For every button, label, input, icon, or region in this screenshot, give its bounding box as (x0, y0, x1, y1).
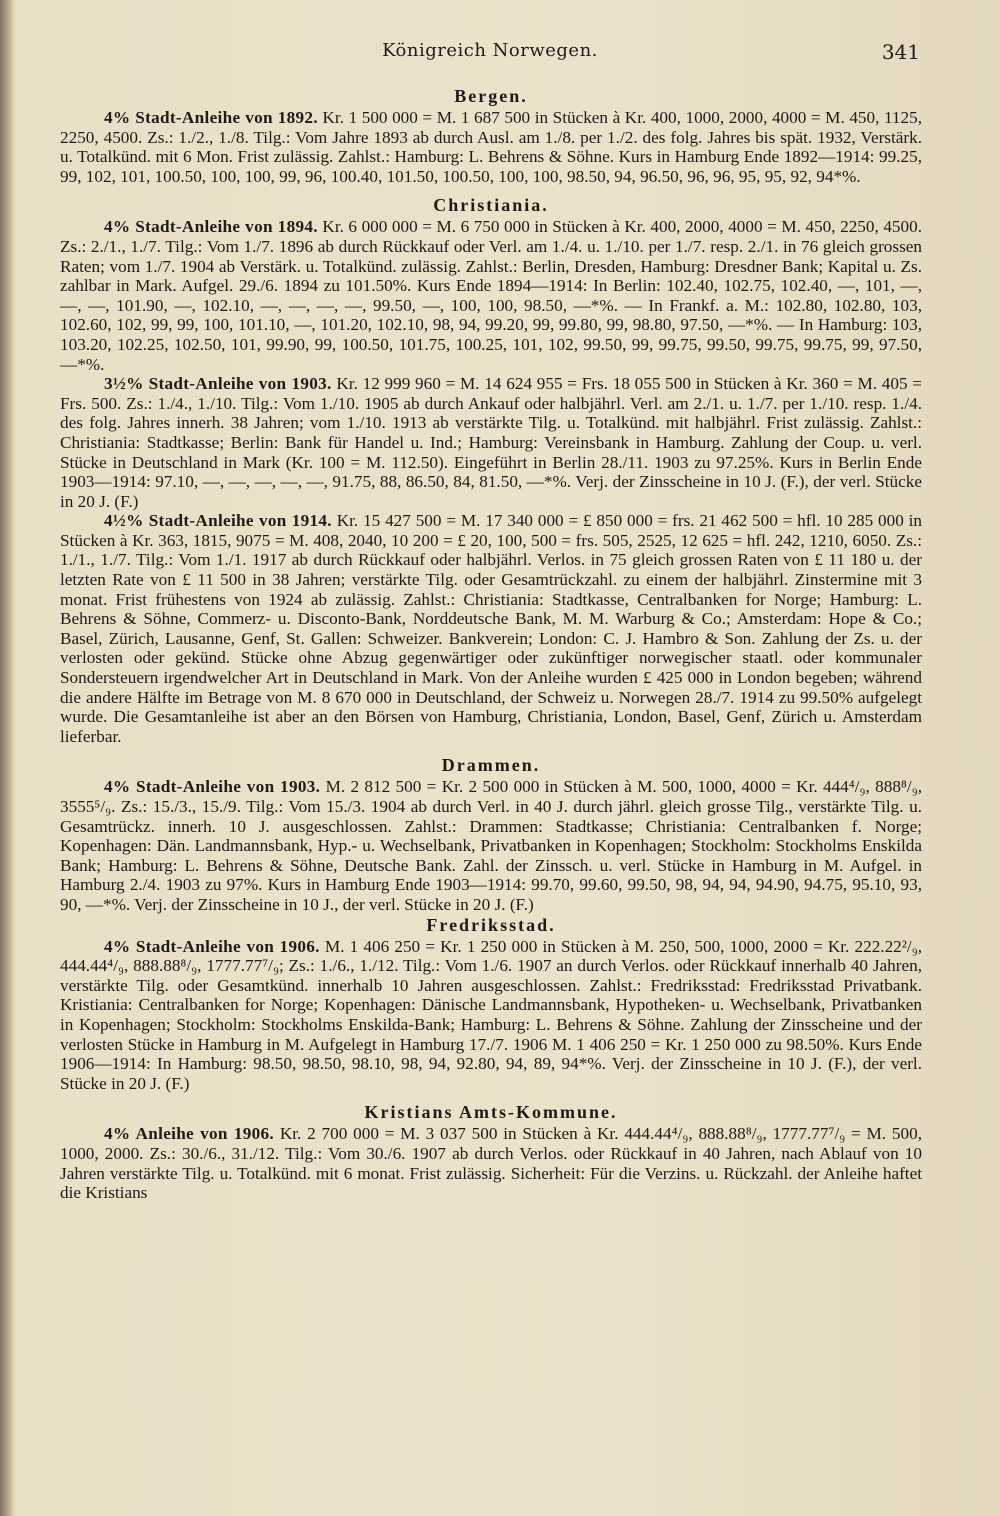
loan-description: Kr. 1 500 000 = M. 1 687 500 in Stücken à Kr. 400, 1000, 2000, 4000 = M. 450, 1125, 2250, 4500. Zs.: 1./2., 1./8. Tilg.: Vom Jahre 1893 ab durch Ausl. am 1./8. per 1./2. des folg. Jahres bis spät. 1932, Verstärk. u. Totalkünd. mit 6 Mon. Frist zulässig. Zahlst.: Hamburg: L. Behrens & Söhne. Kurs in Hamburg Ende 1892—1914: 99.25, 99, 102, 101, 100.50, 100, 100, 99, 96, 100.40, 101.50, 100.50, 100, 100, 98.50, 94, 96.50, 96, 96, 95, 95, 92, 94*%. (60, 108, 922, 186)
section-title-fredriksstad: Fredriksstad. (426, 914, 556, 935)
section-title-christiania: Christiania. (433, 195, 549, 216)
loan-title: 4½% Stadt-Anleihe von 1914. (104, 511, 332, 531)
loan-entry (60, 374, 922, 511)
loan-description: M. 1 406 250 = Kr. 1 250 000 in Stücken à M. 250, 500, 1000, 2000 = Kr. 222.22²/₉, 444.44⁴/₉, 888.88⁸/₉, 1777.77⁷/₉; Zs.: 1./6., 1./12. Tilg.: Vom 1./6. 1907 an durch Verlos. oder Rückkauf innerhalb 40 Jahren, verstärkte Tilg. oder Gesamtkünd. innerhalb 10 Jahren ausgeschlossen. Zahlst.: Fredriksstad: Fredriksstad Privatbank. Kristiania: Centralbanken for Norge; Kopenhagen: Dänische Landmannsbank, Hypotheken- u. Wechselbank, Privatbanken in Kopenhagen; Stockholm: Stockholms Enskilda-Bank; Hamburg: L. Behrens & Söhne. Zahlung der Zinsscheine und der verlosten Stücke in Hamburg in M. Aufgelegt in Hamburg 17./7. 1906 M. 1 406 250 = Kr. 1 250 000 zu 98.50%. Kurs Ende 1906—1914: In Hamburg: 98.50, 98.50, 98.10, 98, 94, 92.80, 94, 89, 94*%. Verj. der Zinsscheine in 10 J. (F.), der verl. Stücke in 20 J. (F.) (60, 936, 922, 1093)
page-number: 341 (881, 40, 920, 64)
loan-description: M. 2 812 500 = Kr. 2 500 000 in Stücken à M. 500, 1000, 4000 = Kr. 444⁴/₉, 888⁸/₉, 3555⁵/₉. Zs.: 15./3., 15./9. Tilg.: Vom 15./3. 1904 ab durch Verl. in 40 J. durch jährl. gleich grosse Tilg., verstärkte Tilg. u. Gesamtrückz. innerh. 10 J. ausgeschlossen. Zahlst.: Drammen: Stadtkasse; Christiania: Centralbanken f. Norge; Kopenhagen: Dän. Landmannsbank, Hyp.- u. Wechselbank, Privatbanken in Kopenhagen; Stockholm: Stockholms Enskilda Bank; Hamburg: L. Behrens & Söhne, Deutsche Bank. Zahl. der Zinssch. u. verl. Stücke in Hamburg in M. Aufgel. in Hamburg 2./4. 1903 zu 97%. Kurs in Hamburg Ende 1903—1914: 99.70, 99.60, 99.50, 98, 94, 94, 94.90, 94.75, 95.10, 93, 90, —*%. Verj. der Zinsscheine in 10 J., der verl. Stücke in 20 J. (F.) (60, 777, 922, 914)
loan-title: 3½% Stadt-Anleihe von 1903. (104, 374, 332, 394)
loan-entry (60, 511, 922, 746)
loan-entry (60, 1124, 922, 1202)
loan-title: 4% Stadt-Anleihe von 1892. (104, 108, 318, 127)
loan-entry (60, 217, 922, 374)
page-content (60, 86, 922, 1203)
loan-description: Kr. 12 999 960 = M. 14 624 955 = Frs. 18 055 500 in Stücken à Kr. 360 = M. 405 = Frs. 500. Zs.: 1./4., 1./10. Tilg.: Vom 1./10. 1905 ab durch Ankauf oder halbjährl. Verl. am 2./1. u. 1./7. per 1./10. resp. 1./4. des folg. Jahres innerh. 38 Jahren; vom 1./10. 1913 ab verstärkte Tilg. u. Totalkünd. mit halbjährl. Frist zulässig. Zahlst.: Christiania: Stadtkasse; Berlin: Bank für Handel u. Ind.; Hamburg: Vereinsbank in Hamburg. Zahlung der Coup. u. verl. Stücke in Deutschland in Mark (Kr. 100 = M. 112.50). Eingeführt in Berlin 28./11. 1903 zu 97.25%. Kurs in Berlin Ende 1903—1914: 97.10, —, —, —, —, —, 91.75, 88, 86.50, 84, 81.50, —*%. Verj. der Zinsscheine in 10 J. (F.), der verl. Stücke in 20 J. (F.) (60, 374, 923, 511)
loan-title: 4% Stadt-Anleihe von 1903. (104, 777, 321, 797)
loan-entry (60, 777, 922, 914)
section-title-bergen: Bergen. (454, 86, 528, 106)
loan-entry (60, 937, 922, 1094)
page-header (60, 40, 920, 68)
section-title-drammen: Drammen. (441, 755, 541, 776)
loan-entry (60, 108, 922, 186)
section-title-kristians-amts-kommune: Kristians Amts-Kommune. (364, 1102, 618, 1123)
page-binding-shadow (0, 0, 14, 1516)
running-head: Königreich Norwegen. (382, 40, 598, 61)
loan-title: 4% Stadt-Anleihe von 1894. (104, 217, 318, 237)
loan-title: 4% Anleihe von 1906. (104, 1124, 275, 1144)
loan-description: Kr. 2 700 000 = M. 3 037 500 in Stücken à Kr. 444.44⁴/₉, 888.88⁸/₉, 1777.77⁷/₉ = M. 500, 1000, 2000. Zs.: 30./6., 31./12. Tilg.: Vom 30./6. 1907 ab durch Verlos. oder Rückkauf in 40 Jahren, nach Ablauf von 10 Jahren verstärkte Tilg. u. Totalkünd. mit 6 monat. Frist zulässig. Sicherheit: Für die Verzins. u. Rückzahl. der Anleihe haftet die Kristians (60, 1124, 922, 1203)
loan-description: Kr. 15 427 500 = M. 17 340 000 = £ 850 000 = frs. 21 462 500 = hfl. 10 285 000 in Stücken à Kr. 363, 1815, 9075 = M. 408, 2040, 10 200 = £ 20, 100, 500 = frs. 505, 2525, 12 625 = hfl. 242, 1210, 6050. Zs.: 1./1., 1./7. Tilg.: Vom 1./1. 1917 ab durch Rückkauf oder halbjährl. Verlos. in 75 gleich grossen Raten von £ 11 180 u. der letzten Rate von £ 11 500 in 38 Jahren; verstärkte Tilg. oder Gesamtrückzahl. zu einem der halbjährl. Zinstermine mit 3 monat. Frist frühestens von 1924 ab zulässig. Zahlst.: Christiania: Stadtkasse, Centralbanken for Norge; Hamburg: L. Behrens & Söhne, Commerz- u. Disconto-Bank, Norddeutsche Bank, M. M. Warburg & Co.; Amsterdam: Hope & Co.; Basel, Zürich, Lausanne, Genf, St. Gallen: Schweizer. Bankverein; London: C. J. Hambro & Son. Zahlung der Zs. u. der verlosten oder gekünd. Stücke ohne Abzug gegenwärtiger oder zukünftiger norwegischer staatl. oder kommunaler Sondersteuern irgendwelcher Art in Deutschland in Mark. Von der Anleihe wurden £ 425 000 in London begeben; während die andere Hälfte im Betrage von M. 8 670 000 in Deutschland, der Schweiz u. Norwegen 28./7. 1914 zu 99.50% aufgelegt wurde. Die Gesamtanleihe ist aber an den Börsen von Hamburg, Christiania, London, Basel, Genf, Zürich u. Amsterdam lieferbar. (60, 511, 923, 746)
loan-description: Kr. 6 000 000 = M. 6 750 000 in Stücken à Kr. 400, 2000, 4000 = M. 450, 2250, 4500. Zs.: 2./1., 1./7. Tilg.: Vom 1./7. 1896 ab durch Rückkauf oder Verl. am 1./4. u. 1./10. per 1./7. resp. 2./1. in 76 gleich grossen Raten; vom 1./7. 1904 ab Verstärk. u. Totalkünd. zulässig. Zahlst.: Berlin, Dresden, Hamburg: Dresdner Bank; Kapital u. Zs. zahlbar in Mark. Aufgel. 29./6. 1894 zu 101.50%. Kurs Ende 1894—1914: In Berlin: 102.40, 102.75, 102.40, —, 101, —, —, —, 101.90, —, 102.10, —, —, —, —, 99.50, —, 100, 100, 98.50, —*%. — In Frankf. a. M.: 102.80, 102.80, 103, 102.60, 102, 99, 99, 100, 101.10, —, 101.20, 102.10, 98, 94, 99.20, 99, 99.80, 99, 98.80, 97.50, —*%. — In Hamburg: 103, 103.20, 102.25, 102.50, 101, 99.90, 99, 100.50, 101.75, 100.25, 101, 102, 99.50, 99, 99.75, 99.50, 99.75, 99.75, 99, 97.50, —*%. (60, 217, 922, 374)
loan-title: 4% Stadt-Anleihe von 1906. (104, 936, 320, 956)
